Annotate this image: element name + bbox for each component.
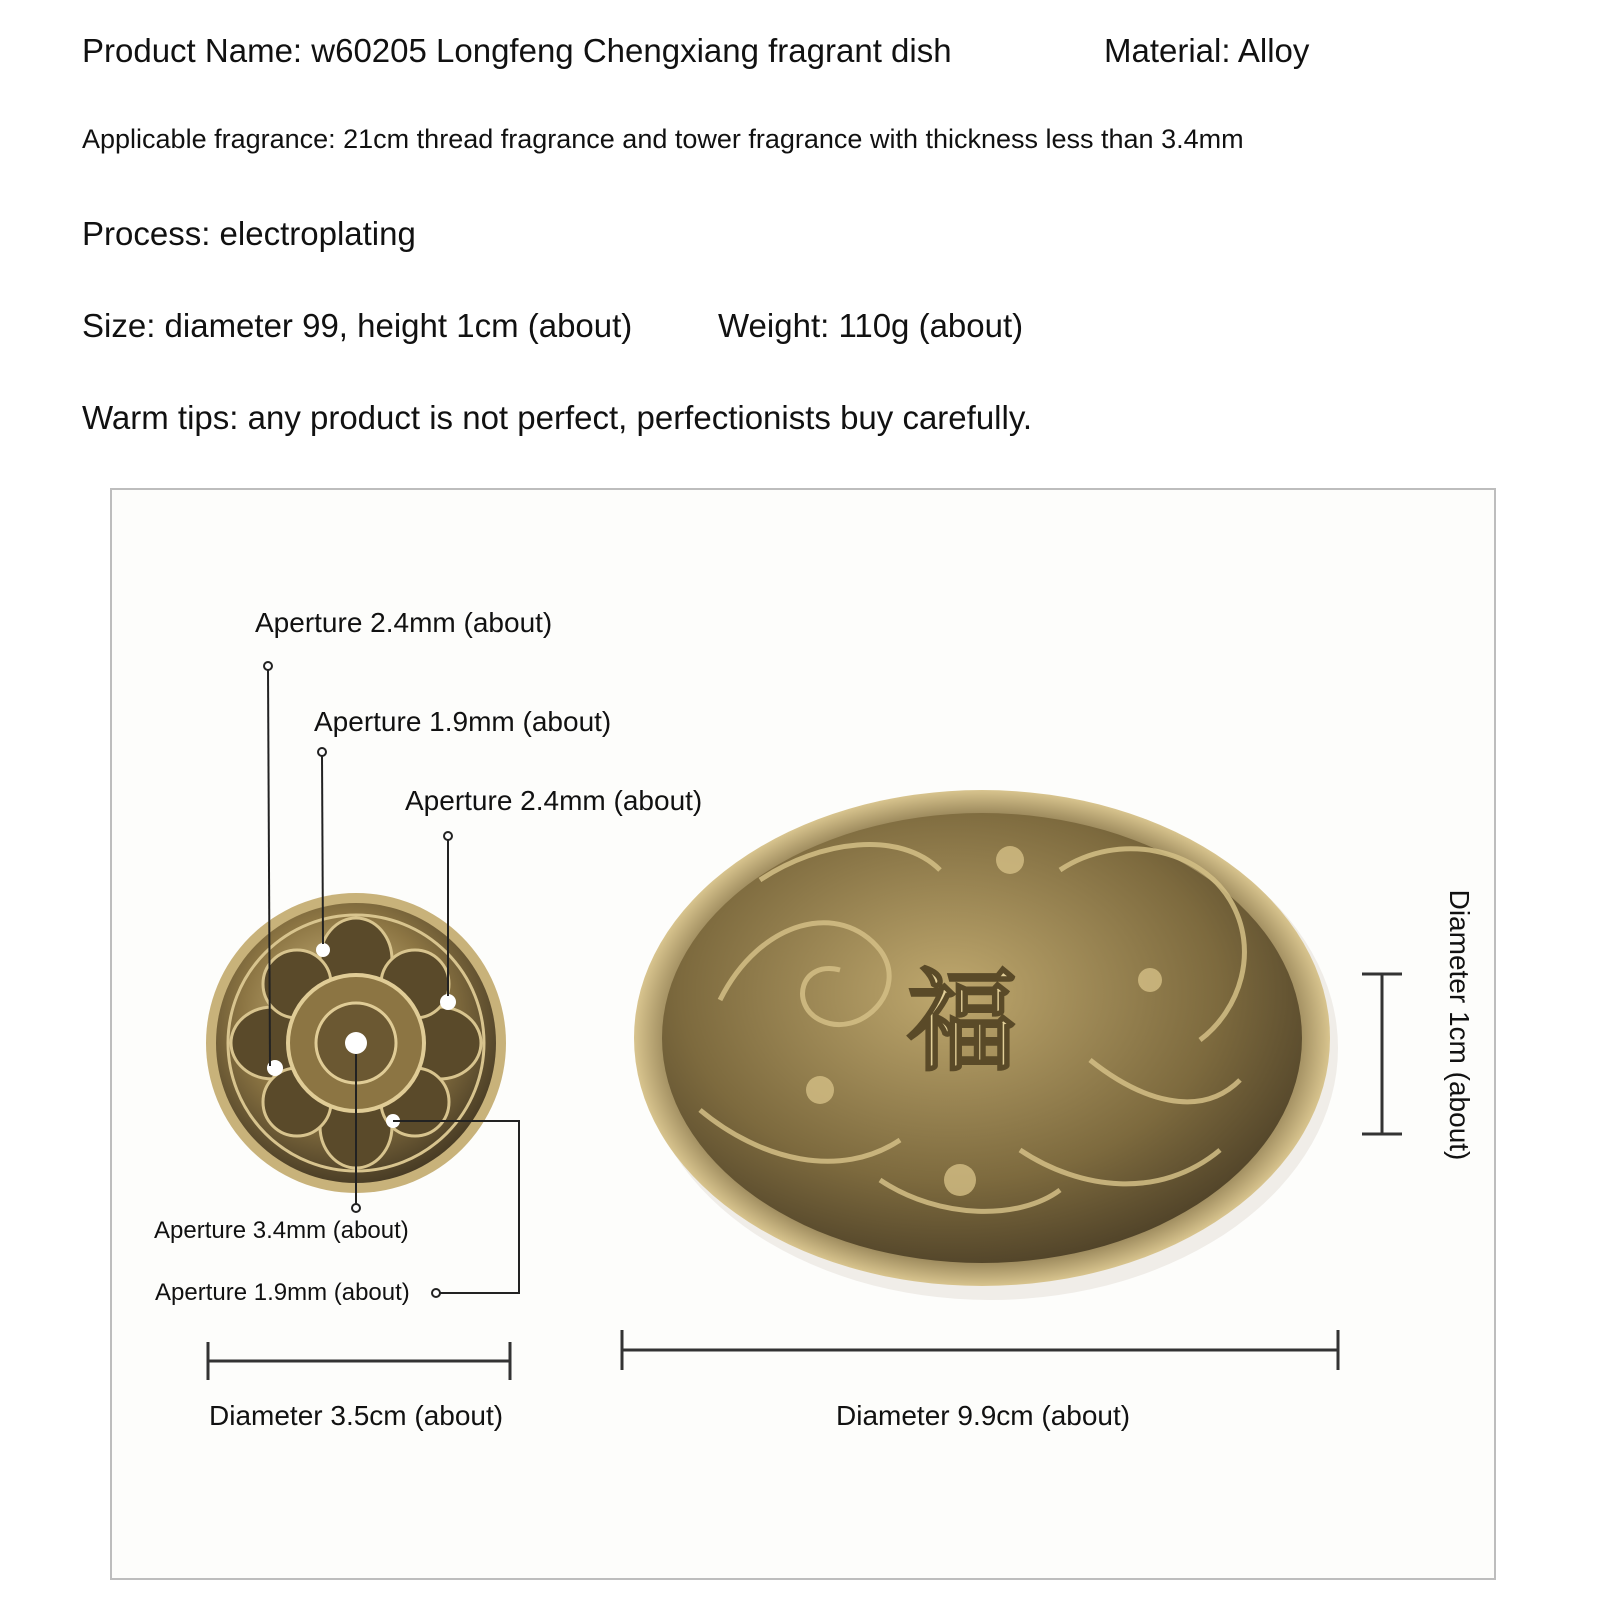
dragon-phoenix-plate [634,790,1338,1300]
height-label: Diameter 1cm (about) [1444,889,1475,1161]
small-diameter-label: Diameter 3.5cm (about) [209,1400,504,1431]
aperture-top [316,943,330,957]
center-aperture [345,1032,367,1054]
aperture-center-label: Aperture 3.4mm (about) [154,1217,409,1244]
aperture-right-label: Aperture 2.4mm (about) [405,785,703,816]
aperture-bottom-label: Aperture 1.9mm (about) [155,1279,410,1306]
fu-character: 福 [907,957,1017,1086]
applicable-fragrance-line: Applicable fragrance: 21cm thread fragrance and tower fragrance with thickness less than 3.4mm [82,124,1244,154]
large-diameter-label: Diameter 9.9cm (about) [836,1400,1131,1431]
warm-tips-line: Warm tips: any product is not perfect, perfectionists buy carefully. [82,399,1033,436]
aperture-right [440,994,456,1010]
material-line: Material: Alloy [1104,32,1310,69]
weight-line: Weight: 110g (about) [718,307,1024,344]
product-name-line: Product Name: w60205 Longfeng Chengxiang fragrant dish [82,32,952,69]
process-line: Process: electroplating [82,215,416,252]
aperture-top-mid-label: Aperture 1.9mm (about) [314,706,612,737]
aperture-top-outer-label: Aperture 2.4mm (about) [255,607,553,638]
size-line: Size: diameter 99, height 1cm (about) [82,307,633,344]
